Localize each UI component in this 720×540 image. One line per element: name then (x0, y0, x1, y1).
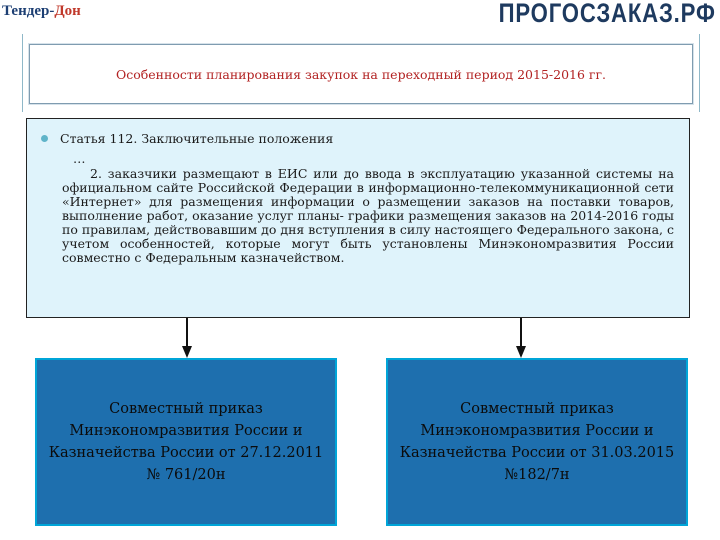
brand-left-part1: Тендер- (2, 3, 55, 19)
article-content-box (26, 118, 690, 318)
order-box-1 (35, 358, 337, 526)
order-2-line4: №182/7н (504, 467, 570, 483)
order-2-line2: Минэкономразвития России и (420, 423, 654, 439)
order-box-2 (386, 358, 688, 526)
brand-progoszakaz-logo: ПРОГОСЗАКАЗ.РФ (498, 0, 716, 28)
bullet-text: Статья 112. Заключительные положения (60, 131, 334, 146)
bullet-dot-icon (41, 135, 48, 142)
arrow-left-line (186, 318, 188, 348)
title-box (29, 44, 693, 104)
order-1-line1: Совместный приказ (109, 401, 263, 417)
arrow-right-head-icon (516, 346, 526, 358)
brand-tender-don (2, 3, 81, 20)
order-1-line2: Минэкономразвития России и (69, 423, 303, 439)
order-2-line3: Казначейства России от 31.03.2015 (399, 445, 675, 461)
bullet-item (41, 131, 333, 146)
order-2-line1: Совместный приказ (460, 401, 614, 417)
brand-left-part2: Дон (54, 3, 81, 19)
slide-title: Особенности планирования закупок на переходный период 2015-2016 гг. (115, 66, 606, 82)
arrow-right-line (520, 318, 522, 348)
arrow-left-head-icon (182, 346, 192, 358)
order-1-line4: № 761/20н (146, 467, 226, 483)
ellipsis-text: … (73, 151, 86, 166)
article-paragraph: 2. заказчики размещают в ЕИС или до ввода в эксплуатацию указанной системы на официальном сайте Российской Федерации в информационно-телекоммуникационной сети «Интернет» для размещения информации о размещении заказов на поставки товаров, выполнение работ, оказание услуг планы- графики размещения заказов на 2014-2016 годы по правилам, действовавшим до дня вступления в силу настоящего Федерального закона, с учетом особенностей, которые могут быть установлены Минэкономразвития России совместно с Федеральным казначейством. (62, 166, 674, 265)
order-1-line3: Казначейства России от 27.12.2011 (48, 445, 324, 461)
